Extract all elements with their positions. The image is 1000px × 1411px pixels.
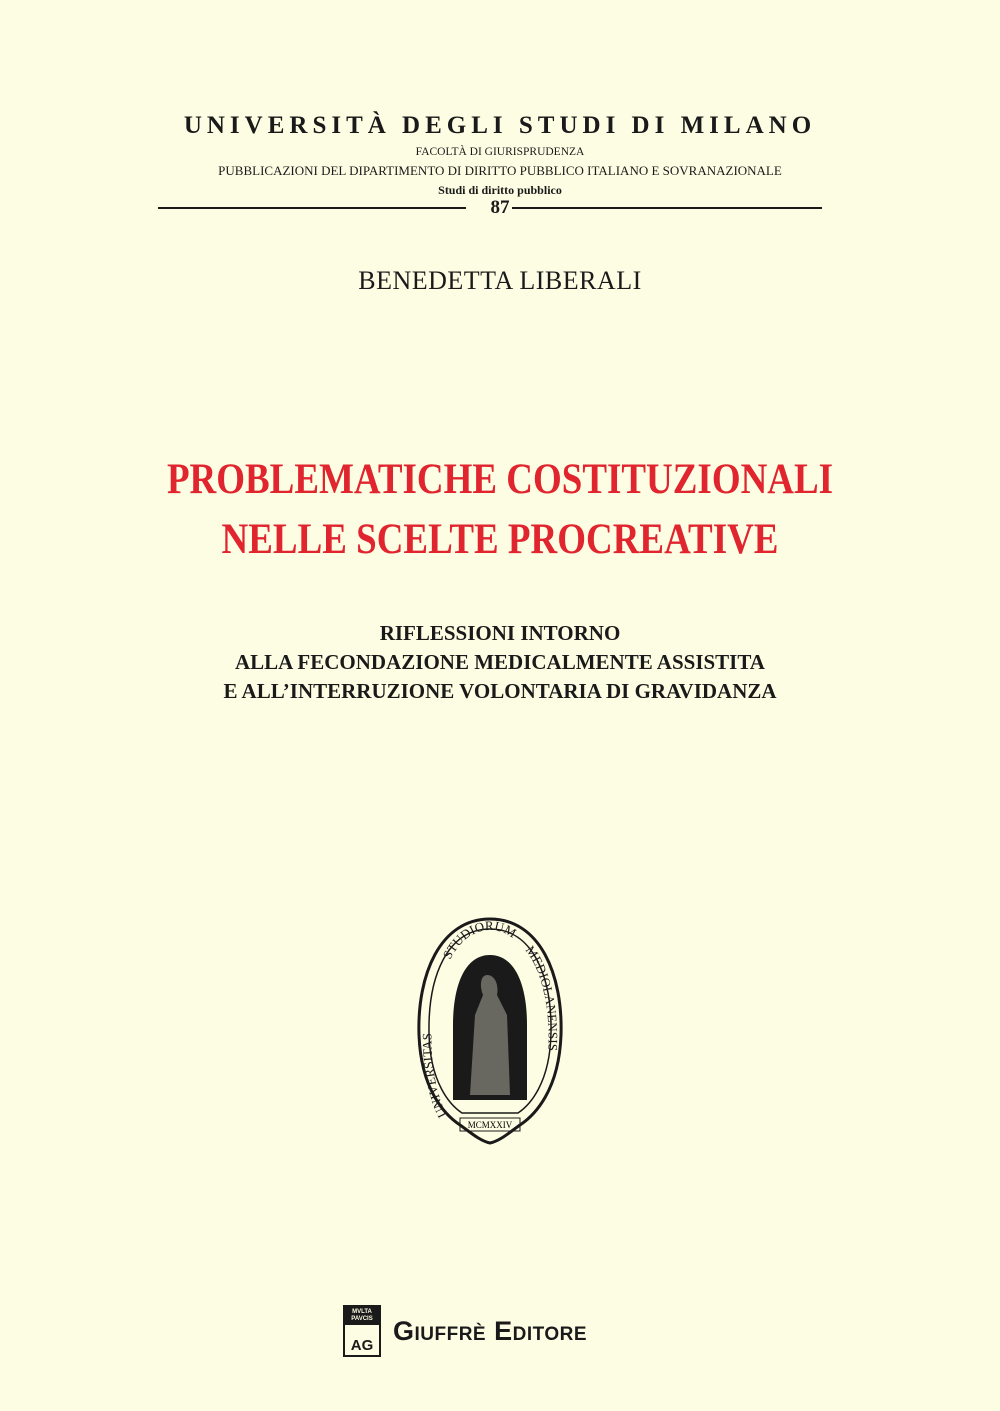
- university-name: UNIVERSITÀ DEGLI STUDI DI MILANO: [183, 112, 817, 139]
- faculty: FACOLTÀ DI GIURISPRUDENZA: [415, 146, 585, 158]
- author: BENEDETTA LIBERALI: [358, 266, 642, 295]
- svg-text:MEDIOLANENSIS: [523, 943, 561, 1051]
- title-line-2: NELLE SCELTE PROCREATIVE: [221, 516, 779, 563]
- seal-text-left: UNIVERSITAS: [419, 1032, 450, 1121]
- seal-text-top: STUDIORUM: [439, 917, 519, 962]
- publisher: [343, 1305, 587, 1357]
- publisher-name: Giuffrè Editore: [393, 1315, 588, 1346]
- series-number: 87: [490, 197, 510, 218]
- svg-text:STUDIORUM: [439, 918, 519, 961]
- subtitle-line-1: RIFLESSIONI INTORNO: [379, 621, 621, 645]
- logo-motto: MVLTA PAVCIS: [345, 1307, 379, 1325]
- subtitle-line-3: E ALL’INTERRUZIONE VOLONTARIA DI GRAVIDANZA: [223, 679, 777, 703]
- divider-right: [512, 207, 822, 209]
- seal-text-right: MEDIOLANENSIS: [522, 942, 561, 1052]
- title-line-1: PROBLEMATICHE COSTITUZIONALI: [166, 456, 834, 503]
- subtitle-line-2: ALLA FECONDAZIONE MEDICALMENTE ASSISTITA: [235, 650, 765, 674]
- seal-year: MCMXXIV: [467, 1120, 513, 1130]
- department-publications: PUBBLICAZIONI DEL DIPARTIMENTO DI DIRITTO PUBBLICO ITALIANO E SOVRANAZIONALE: [218, 163, 782, 178]
- publisher-logo-icon: [343, 1305, 381, 1357]
- svg-text:UNIVERSITAS: [419, 1033, 449, 1120]
- logo-initials: AG: [350, 1337, 374, 1354]
- university-seal-icon: [415, 915, 565, 1145]
- series-name: Studi di diritto pubblico: [438, 183, 562, 197]
